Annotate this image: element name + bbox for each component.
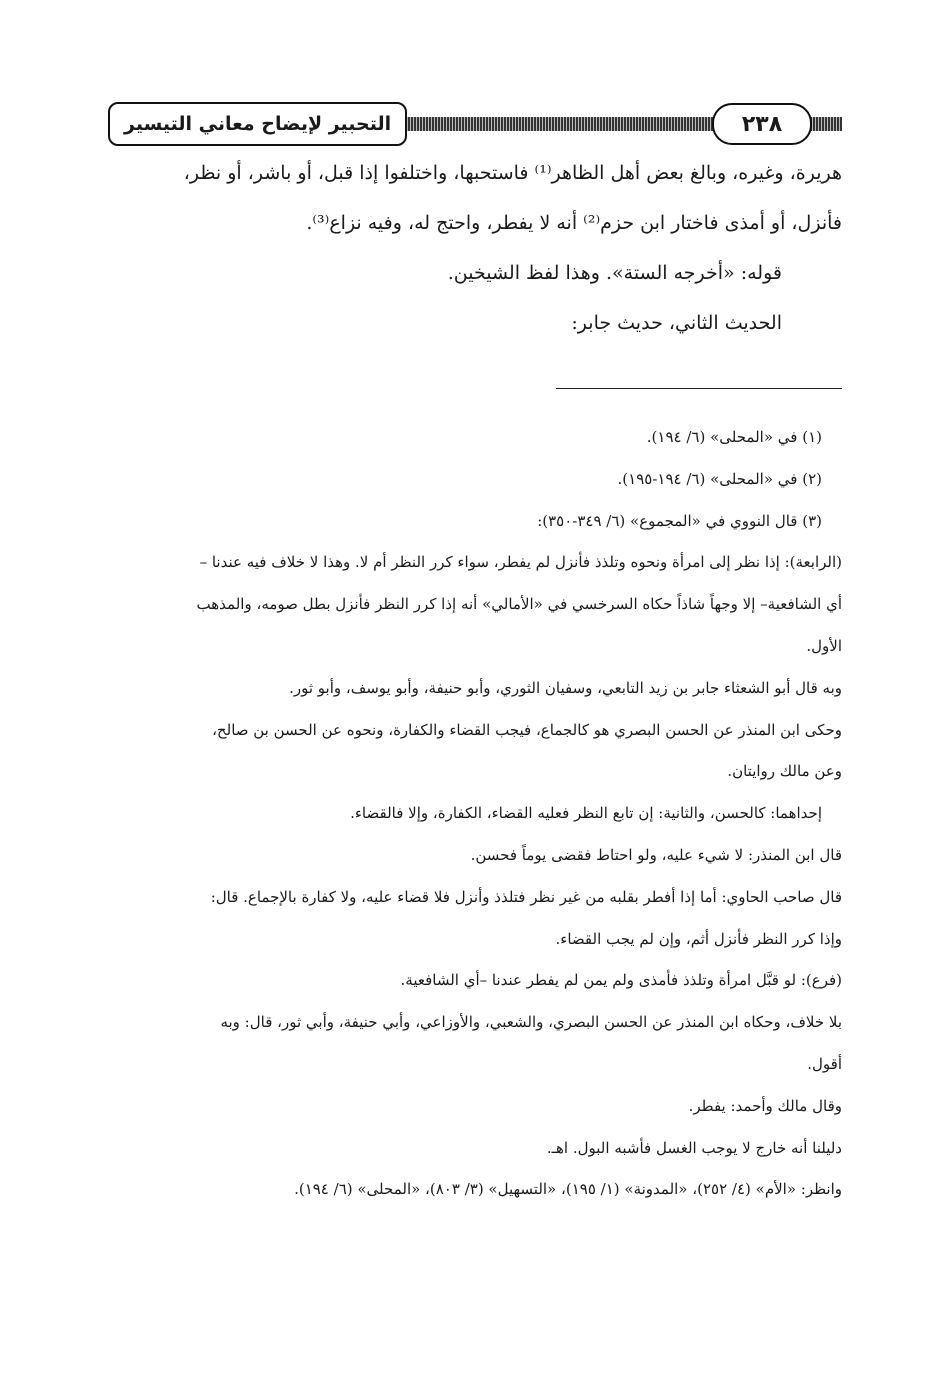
page-number: ٢٣٨ xyxy=(712,103,812,145)
footnote-line: (٢) في «المحلى» (٦/ ١٩٤-١٩٥). xyxy=(617,469,822,488)
body-line: قوله: «أخرجه الستة». وهذا لفظ الشيخين. xyxy=(447,262,782,284)
footnote-line: قال ابن المنذر: لا شيء عليه، ولو احتاط فقضى يوماً فحسن. xyxy=(470,845,842,864)
running-header xyxy=(108,100,842,148)
footnote-line: (٣) قال النووي في «المجموع» (٦/ ٣٤٩-٣٥٠): xyxy=(537,511,822,530)
footnote-line: الأول. xyxy=(806,636,842,655)
footnote-line: أي الشافعية– إلا وجهاً شاذاً حكاه السرخسي في «الأمالي» أنه إذا كرر النظر فأنزل بطل صومه، والمذهب xyxy=(196,595,842,614)
body-line: فأنزل، أو أمذى فاختار ابن حزم⁽²⁾ أنه لا يفطر، واحتج له، وفيه نزاع⁽³⁾. xyxy=(306,212,842,234)
main-text xyxy=(108,148,842,348)
body-line: الحديث الثاني، حديث جابر: xyxy=(571,312,782,334)
footnote-line: وإذا كرر النظر فأنزل أثم، وإن لم يجب القضاء. xyxy=(555,929,842,948)
footnote-line: (الرابعة): إذا نظر إلى امرأة ونحوه وتلذذ فأنزل لم يفطر، سواء كرر النظر أم لا. وهذا لا خلاف فيه عندنا – xyxy=(199,553,842,572)
body-line: هريرة، وغيره، وبالغ بعض أهل الظاهر⁽¹⁾ فاستحبها، واختلفوا إذا قبل، أو باشر، أو نظر، xyxy=(183,162,842,184)
footnotes xyxy=(108,417,842,1211)
footnote-line: أقول. xyxy=(807,1054,842,1073)
footnote-line: وانظر: «الأم» (٤/ ٢٥٢)، «المدونة» (١/ ١٩٥)، «التسهيل» (٣/ ٨٠٣)، «المحلى» (٦/ ١٩٤). xyxy=(294,1180,842,1199)
footnote-line: (١) في «المحلى» (٦/ ١٩٤). xyxy=(646,428,822,446)
footnote-line: وعن مالك روايتان. xyxy=(727,762,842,781)
footnote-line: وقال مالك وأحمد: يفطر. xyxy=(688,1096,842,1115)
footnote-line: إحداهما: كالحسن، والثانية: إن تابع النظر فعليه القضاء، الكفارة، وإلا فالقضاء. xyxy=(350,804,822,823)
footnote-line: قال صاحب الحاوي: أما إذا أفطر بقلبه من غير نظر فتلذذ وأنزل فلا قضاء عليه، ولا كفارة بالإجماع. قال: xyxy=(210,887,842,906)
footnote-line: بلا خلاف، وحكاه ابن المنذر عن الحسن البصري، والشعبي، والأوزاعي، وأبي حنيفة، وأبي ثور، قال: وبه xyxy=(220,1013,842,1032)
book-title: التحبير لإيضاح معاني التيسير xyxy=(108,102,407,146)
footnote-line: (فرع): لو قبَّل امرأة وتلذذ فأمذى ولم يمن لم يفطر عندنا –أي الشافعية. xyxy=(400,971,842,990)
footnote-line: وحكى ابن المنذر عن الحسن البصري هو كالجماع، فيجب القضاء والكفارة، ونحوه عن الحسن بن صالح، xyxy=(212,720,842,739)
footnote-line: وبه قال أبو الشعثاء جابر بن زيد التابعي، وسفيان الثوري، وأبو حنيفة، وأبو يوسف، وأبو ثور. xyxy=(289,678,842,697)
footnote-line: دليلنا أنه خارج لا يوجب الغسل فأشبه البول. اهـ. xyxy=(546,1138,842,1157)
footnote-separator xyxy=(556,388,842,389)
